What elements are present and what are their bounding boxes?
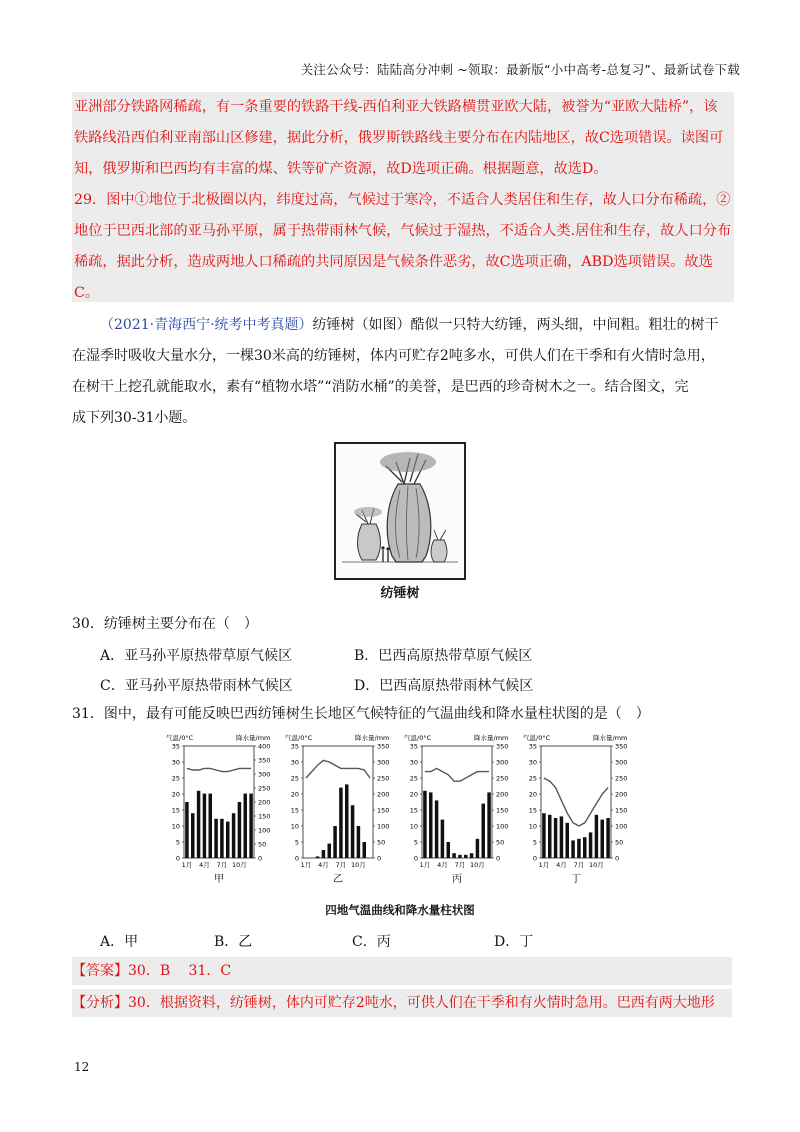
precip-tick-label: 150 xyxy=(496,806,509,815)
precip-tick-label: 350 xyxy=(377,742,390,751)
month-tick-label: 4月 xyxy=(556,861,567,869)
precip-tick-label: 400 xyxy=(258,742,271,751)
precip-tick-label: 100 xyxy=(496,822,509,831)
temp-tick-label: 15 xyxy=(290,806,299,815)
precip-bar xyxy=(316,856,320,858)
precip-bar xyxy=(333,826,337,858)
precip-tick-label: 150 xyxy=(615,806,628,815)
precip-tick-label: 150 xyxy=(377,806,390,815)
month-tick-label: 1月 xyxy=(419,861,431,869)
precip-bar xyxy=(606,818,610,858)
chart-panel-label: 丙 xyxy=(452,874,462,885)
climate-charts xyxy=(164,732,642,892)
precip-tick-label: 100 xyxy=(377,822,390,831)
month-tick-label: 4月 xyxy=(437,861,448,869)
text-line: 在树干上挖孔就能取水，素有“植物水塔”“消防水桶”的美誉，是巴西的珍奇树木之一。结合图文，完 xyxy=(72,379,689,395)
temp-tick-label: 5 xyxy=(413,838,418,847)
temp-tick-label: 5 xyxy=(532,838,537,847)
answer-line: 【答案】30．B 31．C xyxy=(72,957,732,985)
temp-tick-label: 10 xyxy=(290,822,299,831)
month-tick-label: 7月 xyxy=(573,861,585,869)
precip-tick-label: 0 xyxy=(258,854,263,863)
temp-tick-label: 35 xyxy=(528,742,537,751)
temp-axis-label: 气温/0°C xyxy=(404,734,432,742)
precip-bar xyxy=(487,792,491,858)
text-line: 成下列30-31小题。 xyxy=(72,410,197,426)
temp-tick-label: 30 xyxy=(171,758,180,767)
temp-tick-label: 0 xyxy=(413,854,418,863)
precip-bar xyxy=(197,791,201,858)
q30-option-a: A．亚马孙平原热带草原气候区 xyxy=(100,648,293,664)
precip-tick-label: 300 xyxy=(377,758,390,767)
precip-tick-label: 250 xyxy=(258,784,271,793)
temp-tick-label: 30 xyxy=(528,758,537,767)
precip-tick-label: 0 xyxy=(496,854,501,863)
precip-bar xyxy=(447,842,451,858)
precip-bar xyxy=(458,855,462,858)
precip-bar xyxy=(220,819,224,858)
precip-bar xyxy=(452,853,456,858)
q31-option-a: A．甲 xyxy=(100,934,139,950)
temp-tick-label: 5 xyxy=(294,838,299,847)
chart-panel-label: 乙 xyxy=(333,874,343,885)
temperature-line xyxy=(187,768,251,771)
temp-tick-label: 25 xyxy=(409,774,418,783)
precip-bar xyxy=(429,792,433,858)
precip-bar xyxy=(238,802,242,858)
precip-tick-label: 350 xyxy=(496,742,509,751)
q31-option-b: B．乙 xyxy=(214,934,253,950)
temperature-line xyxy=(306,760,370,778)
temp-tick-label: 25 xyxy=(171,774,180,783)
q30-option-d: D．巴西高原热带雨林气候区 xyxy=(354,678,534,694)
precip-tick-label: 300 xyxy=(496,758,509,767)
temperature-line xyxy=(425,768,489,781)
temperature-line xyxy=(544,778,608,826)
temp-tick-label: 25 xyxy=(290,774,299,783)
text-line: 稀疏，据此分析，造成两地人口稀疏的共同原因是气候条件恶劣，故C选项正确，ABD选项错误。故选 xyxy=(74,254,713,270)
q30-option-b: B．巴西高原热带草原气候区 xyxy=(354,648,533,664)
month-tick-label: 4月 xyxy=(318,861,329,869)
precip-bar xyxy=(249,794,253,858)
precip-bar xyxy=(566,823,570,858)
month-tick-label: 7月 xyxy=(454,861,466,869)
page-header: 关注公众号：陆陆高分冲刺 ~领取：最新版“小中高考-总复习”、最新试卷下载 xyxy=(300,62,740,77)
precip-bar xyxy=(363,842,367,858)
q31-option-c: C．丙 xyxy=(352,934,391,950)
temp-tick-label: 35 xyxy=(290,742,299,751)
text-line: 在湿季时吸收大量水分，一棵30米高的纺锤树，体内可贮存2吨多水，可供人们在干季和有火情时急用， xyxy=(72,348,715,364)
precip-axis-label: 降水量/mm xyxy=(474,734,509,742)
question-31-stem: 31．图中，最有可能反映巴西纺锤树生长地区气候特征的气温曲线和降水量柱状图的是（ ） xyxy=(72,706,650,722)
q30-option-c: C．亚马孙平原热带雨林气候区 xyxy=(100,678,293,694)
precip-bar xyxy=(554,818,558,858)
precip-tick-label: 250 xyxy=(496,774,509,783)
temp-tick-label: 20 xyxy=(528,790,537,799)
precip-bar xyxy=(244,794,248,858)
month-tick-label: 10月 xyxy=(232,861,247,869)
figure-frame xyxy=(334,442,466,580)
text-line: 纺锤树（如图）酷似一只特大纺锤，两头细，中间粗。粗壮的树干 xyxy=(312,317,719,333)
precip-tick-label: 350 xyxy=(258,756,271,765)
precip-bar xyxy=(548,815,552,858)
chart-title: 四地气温曲线和降水量柱状图 xyxy=(325,903,475,917)
month-tick-label: 1月 xyxy=(300,861,312,869)
month-tick-label: 7月 xyxy=(216,861,228,869)
precip-axis-label: 降水量/mm xyxy=(236,734,271,742)
figure-caption: 纺锤树 xyxy=(380,586,420,601)
bottle-tree-illustration xyxy=(336,444,464,578)
chart-panel-label: 丁 xyxy=(571,874,581,885)
precip-bar xyxy=(345,784,349,858)
question-30-stem: 30．纺锤树主要分布在（ ） xyxy=(72,616,258,632)
temp-axis-label: 气温/0°C xyxy=(285,734,313,742)
precip-bar xyxy=(542,813,546,858)
precip-bar xyxy=(441,820,445,858)
analysis-block-29 xyxy=(72,92,734,302)
precip-bar xyxy=(209,794,213,858)
precip-tick-label: 250 xyxy=(377,774,390,783)
temp-tick-label: 0 xyxy=(175,854,180,863)
temp-tick-label: 5 xyxy=(175,838,180,847)
precip-bar xyxy=(232,813,236,858)
precip-bar xyxy=(476,839,480,858)
precip-tick-label: 0 xyxy=(377,854,382,863)
precip-bar xyxy=(423,791,427,858)
precip-tick-label: 200 xyxy=(615,790,628,799)
month-tick-label: 10月 xyxy=(470,861,485,869)
temp-tick-label: 35 xyxy=(171,742,180,751)
precip-bar xyxy=(328,844,332,858)
precip-bar xyxy=(191,813,195,858)
plot-frame xyxy=(303,746,373,858)
precip-tick-label: 150 xyxy=(258,812,271,821)
precip-tick-label: 300 xyxy=(258,770,271,779)
precip-tick-label: 200 xyxy=(377,790,390,799)
temp-tick-label: 30 xyxy=(290,758,299,767)
temp-tick-label: 20 xyxy=(290,790,299,799)
temp-tick-label: 25 xyxy=(528,774,537,783)
temp-axis-label: 气温/0°C xyxy=(166,734,194,742)
precip-bar xyxy=(214,819,218,858)
temp-tick-label: 10 xyxy=(409,822,418,831)
text-line: 29．图中①地位于北极圈以内，纬度过高，气候过于寒冷，不适合人类居住和生存，故人口分布稀疏，② xyxy=(74,192,731,208)
precip-axis-label: 降水量/mm xyxy=(355,734,390,742)
precip-tick-label: 300 xyxy=(615,758,628,767)
analysis-line: 【分析】30．根据资料，纺锤树，体内可贮存2吨水，可供人们在干季和有火情时急用。巴西有两大地形 xyxy=(72,989,732,1017)
precip-tick-label: 50 xyxy=(615,838,624,847)
month-tick-label: 7月 xyxy=(335,861,347,869)
precip-bar xyxy=(482,804,486,858)
text-line: 地位于巴西北部的亚马孙平原，属于热带雨林气候，气候过于湿热，不适合人类.居住和生存，故人口分布 xyxy=(74,223,732,239)
precip-bar xyxy=(435,800,439,858)
temp-tick-label: 20 xyxy=(171,790,180,799)
precip-tick-label: 50 xyxy=(496,838,505,847)
precip-tick-label: 50 xyxy=(377,838,386,847)
page-number: 12 xyxy=(74,1060,90,1074)
precip-axis-label: 降水量/mm xyxy=(593,734,628,742)
temp-tick-label: 35 xyxy=(409,742,418,751)
temp-tick-label: 15 xyxy=(171,806,180,815)
precip-tick-label: 350 xyxy=(615,742,628,751)
precip-bar xyxy=(589,832,593,858)
question-intro xyxy=(72,310,732,434)
precip-bar xyxy=(464,855,468,858)
temp-tick-label: 15 xyxy=(528,806,537,815)
text-line: 亚洲部分铁路网稀疏，有一条重要的铁路干线-西伯利亚大铁路横贯亚欧大陆，被誉为“亚欧大陆桥”，该 xyxy=(74,99,718,115)
temp-tick-label: 0 xyxy=(532,854,537,863)
precip-bar xyxy=(339,788,343,858)
text-line: 铁路线沿西伯利亚南部山区修建，据此分析，俄罗斯铁路线主要分布在内陆地区，故C选项错误。读图可 xyxy=(74,130,724,146)
month-tick-label: 10月 xyxy=(589,861,604,869)
temp-tick-label: 30 xyxy=(409,758,418,767)
precip-bar xyxy=(595,815,599,858)
temp-tick-label: 10 xyxy=(171,822,180,831)
precip-tick-label: 100 xyxy=(258,826,271,835)
text-line: C。 xyxy=(74,285,100,301)
precip-bar xyxy=(577,839,581,858)
precip-tick-label: 200 xyxy=(258,798,271,807)
precip-bar xyxy=(583,837,587,858)
temp-tick-label: 20 xyxy=(409,790,418,799)
month-tick-label: 10月 xyxy=(351,861,366,869)
chart-panel-label: 甲 xyxy=(214,874,224,885)
precip-bar xyxy=(560,816,564,858)
precip-bar xyxy=(351,805,355,858)
precip-bar xyxy=(226,822,230,858)
q31-option-d: D．丁 xyxy=(494,934,534,950)
climate-charts-svg xyxy=(164,732,642,892)
precip-tick-label: 100 xyxy=(615,822,628,831)
precip-bar xyxy=(470,853,474,858)
precip-tick-label: 250 xyxy=(615,774,628,783)
precip-tick-label: 50 xyxy=(258,840,267,849)
temp-axis-label: 气温/0°C xyxy=(523,734,551,742)
precip-bar xyxy=(322,850,326,858)
question-source: （2021·青海西宁·统考中考真题） xyxy=(100,317,313,333)
month-tick-label: 1月 xyxy=(181,861,193,869)
precip-bar xyxy=(203,794,207,858)
temp-tick-label: 15 xyxy=(409,806,418,815)
month-tick-label: 4月 xyxy=(199,861,210,869)
precip-bar xyxy=(601,820,605,858)
bottle-tree-figure xyxy=(334,442,464,602)
text-line: 知，俄罗斯和巴西均有丰富的煤、铁等矿产资源，故D选项正确。根据题意，故选D。 xyxy=(74,161,608,177)
month-tick-label: 1月 xyxy=(538,861,550,869)
temp-tick-label: 0 xyxy=(294,854,299,863)
precip-bar xyxy=(185,802,189,858)
precip-tick-label: 0 xyxy=(615,854,620,863)
precip-bar xyxy=(357,826,361,858)
precip-bar xyxy=(571,840,575,858)
temp-tick-label: 10 xyxy=(528,822,537,831)
precip-tick-label: 200 xyxy=(496,790,509,799)
